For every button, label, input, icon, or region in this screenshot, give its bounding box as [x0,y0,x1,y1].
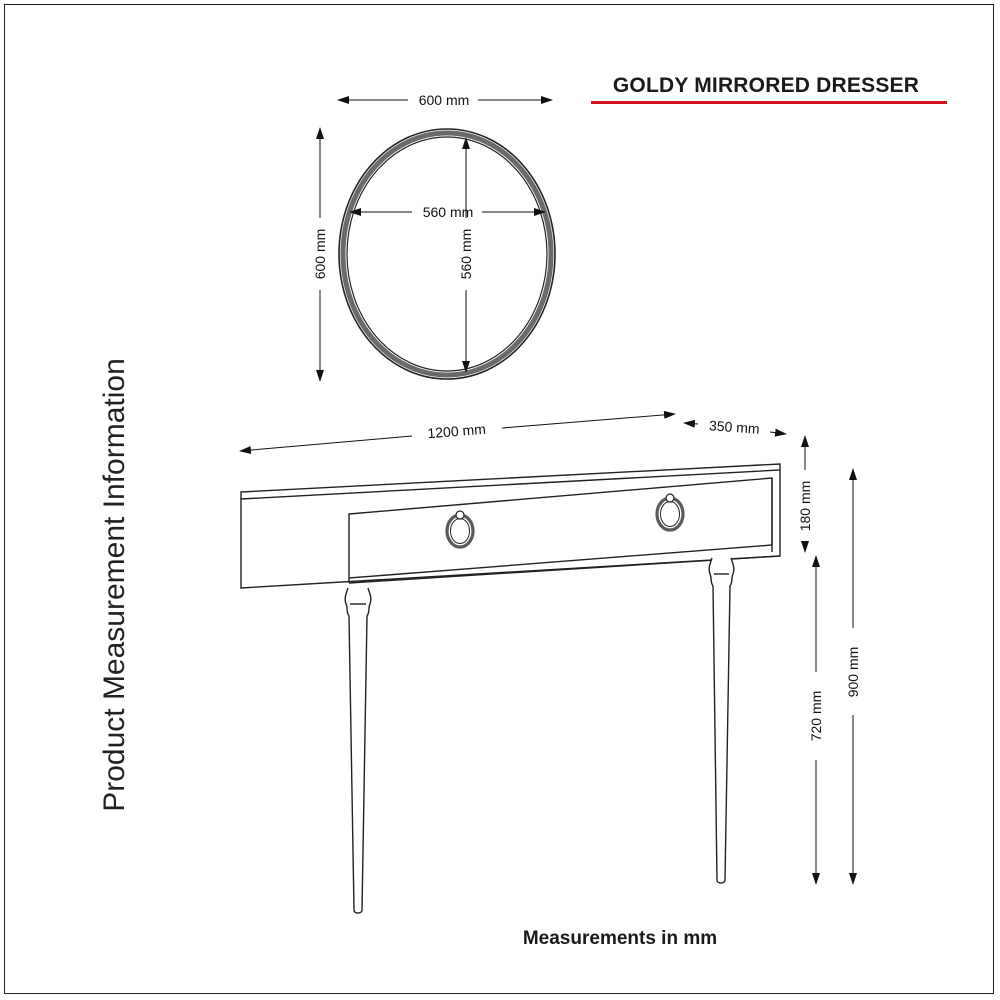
dim-console-box-height [797,436,813,552]
dim-console-leg-height [808,556,824,884]
mirror-outer-frame [339,129,555,379]
dim-console-width [240,414,675,451]
mirror [339,129,555,379]
console-table [241,464,780,913]
footer-note: Measurements in mm [522,928,718,949]
dim-label-console-total-height: 900 mm [845,646,861,698]
dim-console-depth [684,417,786,436]
dim-label-console-leg-height: 720 mm [808,690,824,742]
dim-console-total-height [845,469,861,884]
side-label: Product Measurement Information [98,358,131,812]
dim-label-mirror-outer-width: 600 mm [418,92,470,108]
console-leg-left [345,588,371,913]
handle-ring-left [447,511,473,547]
dim-mirror-outer-height [312,128,328,381]
console-drawer [349,478,772,578]
dim-label-mirror-inner-width: 560 mm [422,204,474,220]
dim-label-console-width: 1200 mm [426,420,487,442]
dim-mirror-outer-width [338,92,552,108]
mirror-inner-glass [347,137,547,371]
dim-label-mirror-inner-height: 560 mm [458,228,474,280]
dim-label-console-box-height: 180 mm [797,480,813,532]
page-title: GOLDY MIRRORED DRESSER [612,74,920,97]
dim-label-mirror-outer-height: 600 mm [312,228,328,280]
dim-label-console-depth: 350 mm [708,417,761,437]
console-leg-right [709,558,734,883]
mirror-frame-band [343,133,551,375]
console-top-surface [241,464,780,499]
handle-ring-right [657,494,683,530]
dim-mirror-inner-height [458,138,474,372]
dim-mirror-inner-width [350,204,545,220]
